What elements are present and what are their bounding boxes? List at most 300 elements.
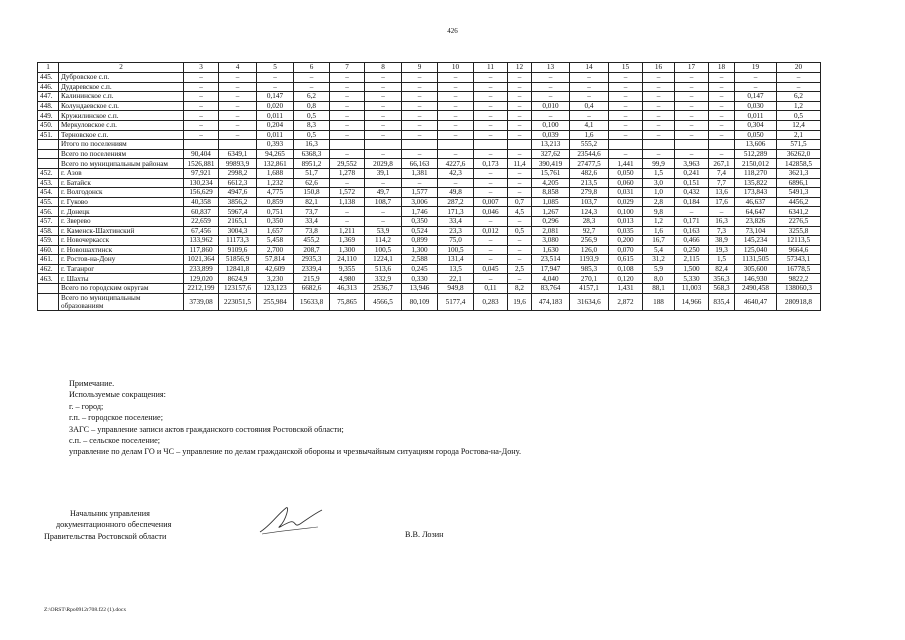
table-cell: – [365,149,402,159]
table-cell: 23,826 [735,216,777,226]
table-cell: 2,5 [508,264,532,274]
table-cell: 130,234 [184,178,219,188]
table-cell: 4,980 [330,274,365,284]
table-cell: – [438,92,474,102]
table-cell: 4,1 [570,120,609,130]
table-cell: – [365,73,402,83]
signature-block [44,508,172,542]
table-cell: – [402,92,438,102]
table-cell: 3,080 [532,236,570,246]
table-cell: 17,6 [709,197,735,207]
table-cell: – [709,111,735,121]
table-cell: 13,213 [532,140,570,150]
table-cell: – [474,255,508,265]
table-cell: – [474,120,508,130]
table-cell: 145,234 [735,236,777,246]
column-header: 17 [675,63,709,73]
row-name: г. Новочеркасск [59,236,184,246]
row-number [38,159,59,169]
table-cell: – [257,82,294,92]
table-cell [709,140,735,150]
table-cell: – [709,149,735,159]
row-number: 453. [38,178,59,188]
table-cell: 17,947 [532,264,570,274]
table-row [38,245,821,255]
table-cell: 1,746 [402,207,438,217]
table-cell: – [609,101,643,111]
table-cell: 133,962 [184,236,219,246]
table-cell: – [402,120,438,130]
table-cell [474,140,508,150]
row-number: 451. [38,130,59,140]
table-cell: 1,657 [257,226,294,236]
table-cell: – [709,120,735,130]
table-row [38,274,821,284]
table-cell: – [402,149,438,159]
table-cell: – [330,82,365,92]
table-row [38,216,821,226]
table-cell: – [474,101,508,111]
table-row [38,111,821,121]
table-cell: 11173,3 [219,236,257,246]
table-row [38,264,821,274]
table-cell: 1,431 [609,284,643,294]
table-cell: 0,100 [609,207,643,217]
table-cell: 132,861 [257,159,294,169]
table-cell: – [532,73,570,83]
table-cell: 1,441 [609,159,643,169]
table-cell: 1224,1 [365,255,402,265]
table-cell: 9664,6 [777,245,821,255]
row-number: 459. [38,236,59,246]
table-cell: 60,837 [184,207,219,217]
table-cell: – [184,73,219,83]
column-header: 7 [330,63,365,73]
column-header: 14 [570,63,609,73]
table-cell: 22,659 [184,216,219,226]
table-cell: 1,0 [643,188,675,198]
table-cell: – [402,73,438,83]
table-cell: – [474,178,508,188]
table-cell: – [643,149,675,159]
table-cell: – [474,111,508,121]
column-header: 2 [59,63,184,73]
table-cell: 138060,3 [777,284,821,294]
table-cell: 31,2 [643,255,675,265]
table-cell: 2,872 [609,293,643,310]
table-cell: 2276,5 [777,216,821,226]
table-cell: 0,250 [675,245,709,255]
table-cell: 215,9 [294,274,330,284]
table-cell: 2,8 [643,197,675,207]
table-cell: 57343,1 [777,255,821,265]
table-cell: 0,035 [609,226,643,236]
table-cell: – [330,92,365,102]
table-cell: 51,7 [294,168,330,178]
table-cell: 97,921 [184,168,219,178]
table-row [38,178,821,188]
table-cell: 9,8 [643,207,675,217]
table-cell: 118,270 [735,168,777,178]
table-cell: 173,843 [735,188,777,198]
table-cell: 1,300 [402,245,438,255]
table-cell: 327,62 [532,149,570,159]
table-cell: 66,163 [402,159,438,169]
table-row [38,82,821,92]
table-cell: – [184,111,219,121]
table-cell: 482,6 [570,168,609,178]
table-cell: 555,2 [570,140,609,150]
signature-title-line2: документационного обеспечения [56,520,172,530]
column-header: 12 [508,63,532,73]
table-cell: 9822,2 [777,274,821,284]
table-cell: 73,8 [294,226,330,236]
table-cell: 2,700 [257,245,294,255]
table-cell: 279,8 [570,188,609,198]
column-header: 9 [402,63,438,73]
table-cell: 474,183 [532,293,570,310]
row-number: 449. [38,111,59,121]
table-cell: 0,020 [257,101,294,111]
table-row [38,226,821,236]
table-cell: 0,5 [294,111,330,121]
table-cell: 8,3 [294,120,330,130]
table-cell: – [219,111,257,121]
table-cell: 4227,6 [438,159,474,169]
table-cell: 108,7 [365,197,402,207]
table-cell: 513,6 [365,264,402,274]
table-cell: – [402,82,438,92]
row-number: 458. [38,226,59,236]
table-cell: 1,2 [777,101,821,111]
table-cell: – [438,149,474,159]
table-cell: 64,647 [735,207,777,217]
table-cell [438,140,474,150]
row-name: Дубровское с.п. [59,73,184,83]
table-cell: – [643,82,675,92]
table-cell: 0,5 [508,226,532,236]
table-cell: 2339,4 [294,264,330,274]
signature-title-line3: Правительства Ростовской области [44,531,167,541]
table-cell: 13,946 [402,284,438,294]
table-cell: – [474,274,508,284]
table-cell: 7,4 [709,168,735,178]
table-cell: 1,267 [532,207,570,217]
table-cell: 5967,4 [219,207,257,217]
note-item: с.п. – сельское поселение; [69,436,160,446]
table-cell: 0,899 [402,236,438,246]
table-cell: – [675,92,709,102]
table-cell: – [474,168,508,178]
table-cell: 16,3 [709,216,735,226]
table-cell: – [508,236,532,246]
table-cell: 4566,5 [365,293,402,310]
table-cell: 4947,6 [219,188,257,198]
table-cell: 3,230 [257,274,294,284]
table-cell: 0,350 [402,216,438,226]
table-cell: 5177,4 [438,293,474,310]
table-cell: 16,3 [294,140,330,150]
table-cell: 1,232 [257,178,294,188]
table-cell: 123,123 [257,284,294,294]
column-header: 10 [438,63,474,73]
table-cell: 67,456 [184,226,219,236]
table-cell: – [365,178,402,188]
table-cell: 12113,5 [777,236,821,246]
table-cell: – [330,207,365,217]
table-row [38,236,821,246]
table-cell: – [570,73,609,83]
row-number: 450. [38,120,59,130]
table-cell: 1,300 [330,245,365,255]
table-row [38,149,821,159]
table-cell: – [438,178,474,188]
table-cell: 5,330 [675,274,709,284]
column-header: 5 [257,63,294,73]
table-row [38,92,821,102]
table-cell: 39,1 [365,168,402,178]
table-cell: 208,7 [294,245,330,255]
table-cell: 42,609 [257,264,294,274]
table-cell: 3,006 [402,197,438,207]
table-cell: – [402,130,438,140]
table-cell: – [365,130,402,140]
table-cell: 156,629 [184,188,219,198]
table-cell [402,140,438,150]
table-cell: 0,241 [675,168,709,178]
table-cell: 0,120 [609,274,643,284]
row-name: г. Батайск [59,178,184,188]
table-cell [508,140,532,150]
table-cell [219,140,257,150]
table-cell: – [330,73,365,83]
table-cell: 6341,2 [777,207,821,217]
table-cell: – [609,73,643,83]
table-cell: 3004,3 [219,226,257,236]
table-cell: – [257,73,294,83]
table-cell: – [474,130,508,140]
table-cell: 46,313 [330,284,365,294]
table-cell: 103,7 [570,197,609,207]
table-cell: 0,050 [609,168,643,178]
table-cell: 2,081 [532,226,570,236]
table-cell: – [532,82,570,92]
table-cell: – [219,130,257,140]
table-cell: 4456,2 [777,197,821,207]
table-cell: – [438,111,474,121]
table-cell: – [438,82,474,92]
table-cell: 82,4 [709,264,735,274]
table-cell: 117,860 [184,245,219,255]
table-cell: – [474,73,508,83]
table-cell: 0,8 [294,101,330,111]
table-cell: 835,4 [709,293,735,310]
table-cell: 1131,505 [735,255,777,265]
table-cell: 8951,2 [294,159,330,169]
row-name: Всего по муниципальным образованиям [59,293,184,310]
table-cell: 135,822 [735,178,777,188]
table-cell: – [709,101,735,111]
row-number: 457. [38,216,59,226]
row-name: г. Волгодонск [59,188,184,198]
column-header: 11 [474,63,508,73]
table-cell: 1,6 [570,130,609,140]
note-item: г. – город; [69,401,104,411]
table-cell: 3255,8 [777,226,821,236]
table-cell: – [735,82,777,92]
table-cell: 4,205 [532,178,570,188]
table-cell: – [365,207,402,217]
table-cell: – [675,101,709,111]
table-cell: – [365,216,402,226]
table-cell: 1,500 [675,264,709,274]
table-cell: – [219,101,257,111]
table-cell: 0,751 [257,207,294,217]
table-cell: 8,2 [508,284,532,294]
table-cell: 23,514 [532,255,570,265]
table-cell: 1,381 [402,168,438,178]
notes-title: Примечание. [69,379,115,388]
table-cell: 14,966 [675,293,709,310]
table-cell: 0,859 [257,197,294,207]
table-cell: 512,289 [735,149,777,159]
table-cell: 1,577 [402,188,438,198]
table-row [38,101,821,111]
table-cell: 4,5 [508,207,532,217]
table-cell: 188 [643,293,675,310]
table-cell: 129,020 [184,274,219,284]
row-number: 448. [38,101,59,111]
table-cell: – [643,120,675,130]
table-cell: 83,764 [532,284,570,294]
table-cell: 0,204 [257,120,294,130]
table-cell: 23544,6 [570,149,609,159]
table-cell: 49,8 [438,188,474,198]
row-name: Всего по муниципальным районам [59,159,184,169]
table-cell: 1021,364 [184,255,219,265]
footer-file-path: Z:\ORST\Rpo0912r708.f22 (1).docx [44,607,127,613]
table-cell: – [330,130,365,140]
table-row [38,197,821,207]
table-cell: – [330,178,365,188]
table-cell: – [219,120,257,130]
table-cell: 38,9 [709,236,735,246]
table-cell: 356,3 [709,274,735,284]
table-cell: 9109,6 [219,245,257,255]
row-number: 455. [38,197,59,207]
table-cell: 22,1 [438,274,474,284]
table-cell: 9,355 [330,264,365,274]
table-cell: – [219,92,257,102]
table-cell: 0,147 [257,92,294,102]
table-cell: 0,432 [675,188,709,198]
table-cell: 280918,8 [777,293,821,310]
table-cell: 0,350 [257,216,294,226]
table-cell: 0,030 [735,101,777,111]
table-cell: 0,466 [675,236,709,246]
table-row [38,130,821,140]
table-cell: 455,2 [294,236,330,246]
table-cell: – [402,101,438,111]
table-cell: – [570,82,609,92]
table-cell: 51856,9 [219,255,257,265]
table-cell: 0,184 [675,197,709,207]
table-cell: 171,3 [438,207,474,217]
table-cell: – [438,130,474,140]
table-cell: 80,109 [402,293,438,310]
table-cell: 7,7 [709,178,735,188]
table-cell: – [330,216,365,226]
table-cell: 4157,1 [570,284,609,294]
table-cell: – [402,111,438,121]
table-cell: 0,171 [675,216,709,226]
table-cell: 40,358 [184,197,219,207]
table-cell: – [330,149,365,159]
table-cell: 36262,0 [777,149,821,159]
note-item: управление по делам ГО и ЧС – управление по делам гражданской обороны и чрезвычайным ситуациям города Ростова-на-Дону. [69,447,521,457]
column-header: 6 [294,63,330,73]
table-cell: 146,930 [735,274,777,284]
row-number: 446. [38,82,59,92]
table-cell: – [609,130,643,140]
table-cell: – [675,73,709,83]
table-cell: – [643,101,675,111]
row-number: 447. [38,92,59,102]
table-cell: – [675,207,709,217]
table-cell: 2,588 [402,255,438,265]
table-cell: – [643,111,675,121]
table-cell: – [184,120,219,130]
table-cell: – [330,101,365,111]
note-item: ЗАГС – управление записи актов гражданского состояния Ростовской области; [69,424,344,434]
table-row [38,293,821,310]
column-header: 19 [735,63,777,73]
row-name: г. Азов [59,168,184,178]
table-cell: 949,8 [438,284,474,294]
table-cell: – [508,101,532,111]
row-number [38,140,59,150]
table-cell: – [294,82,330,92]
table-row [38,284,821,294]
table-cell: 0,010 [532,101,570,111]
table-cell: – [474,149,508,159]
table-cell [675,140,709,150]
table-cell: – [675,149,709,159]
table-cell: 125,040 [735,245,777,255]
table-cell: 1,5 [643,168,675,178]
table-cell: – [365,111,402,121]
table-cell: 73,7 [294,207,330,217]
table-cell: – [438,73,474,83]
table-cell: – [675,130,709,140]
table-cell: 0,011 [257,130,294,140]
table-cell: 287,2 [438,197,474,207]
table-cell: 11,4 [508,159,532,169]
table-cell: 90,404 [184,149,219,159]
table-cell: 62,6 [294,178,330,188]
row-name: г. Каменск-Шахтинский [59,226,184,236]
table-cell: 0,245 [402,264,438,274]
table-cell: 88,1 [643,284,675,294]
table-cell: 270,1 [570,274,609,284]
table-cell: 82,1 [294,197,330,207]
table-cell: – [508,188,532,198]
row-name: Всего по поселениям [59,149,184,159]
table-cell: 1,369 [330,236,365,246]
table-cell: 0,050 [735,130,777,140]
row-number [38,149,59,159]
table-header-row [38,63,821,73]
